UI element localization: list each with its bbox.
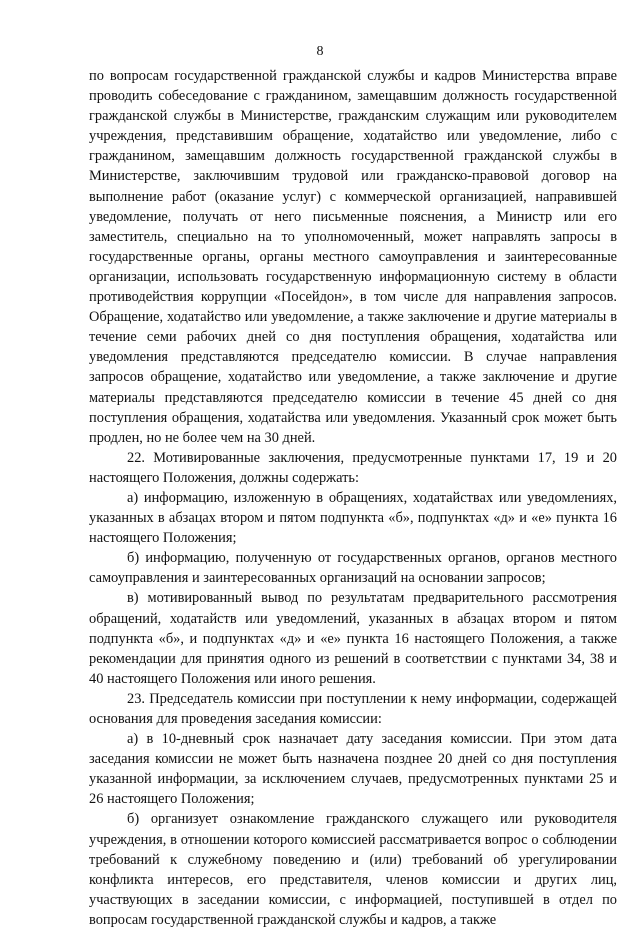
document-body	[89, 66, 617, 930]
paragraph-4: б) информацию, полученную от государственных органов, органов местного самоуправления и заинтересованных организаций на основании запросов;	[89, 550, 617, 587]
paragraph-3: а) информацию, изложенную в обращениях, ходатайствах или уведомлениях, указанных в абзацах втором и пятом подпункта «б», подпунктах «д» и «е» пункта 16 настоящего Положения;	[89, 489, 617, 547]
paragraph-6: 23. Председатель комиссии при поступлении к нему информации, содержащей основания для проведения заседания комиссии:	[89, 690, 617, 727]
paragraph-5: в) мотивированный вывод по результатам предварительного рассмотрения обращений, ходатайств или уведомлений, указанных в абзацах втором и пятом подпункта «б», и подпунктах «д» и «е» пункта 16 настоящего Положения, а также рекомендации для принятия одного из решений в соответствии с пунктами 34, 38 и 40 настоящего Положения или иного решения.	[89, 590, 617, 687]
paragraph-8: б) организует ознакомление гражданского служащего или руководителя учреждения, в отношении которого комиссией рассматривается вопрос о соблюдении требований к служебному поведению и (или) требований об урегулировании конфликта интересов, его представителя, членов комиссии и других лиц, участвующих в заседании комиссии, с информацией, поступившей в отдел по вопросам государственной гражданской службы и кадров, а также	[89, 811, 617, 928]
paragraph-2: 22. Мотивированные заключения, предусмотренные пунктами 17, 19 и 20 настоящего Положения, должны содержать:	[89, 449, 617, 486]
paragraph-1: по вопросам государственной гражданской службы и кадров Министерства вправе проводить собеседование с гражданином, замещавшим должность государственной гражданской службы в Министерстве, гражданским служащим или руководителем учреждения, представившим обращение, ходатайство или уведомление, либо с гражданином, замещавшим должность государственной гражданской службы в Министерстве, заключившим трудовой или гражданско-правовой договор на выполнение работ (оказание услуг) с коммерческой организацией, направившей уведомление, получать от него письменные пояснения, а Министр или его заместитель, специально на то уполномоченный, может направлять запросы в государственные органы, органы местного самоуправления и заинтересованные организации, использовать государственную информационную систему в области противодействия коррупции «Посейдон», в том числе для направления запросов. Обращение, ходатайство или уведомление, а также заключение и другие материалы в течение семи рабочих дней со дня поступления обращения, ходатайства или уведомления представляются председателю комиссии. В случае направления запросов обращение, ходатайство или уведомление, а также заключение и другие материалы представляются председателю комиссии в течение 45 дней со дня поступления обращения, ходатайства или уведомления. Указанный срок может быть продлен, но не более чем на 30 дней.	[89, 68, 617, 446]
page-number: 8	[316, 44, 324, 59]
paragraph-7: а) в 10-дневный срок назначает дату заседания комиссии. При этом дата заседания комиссии не может быть назначена позднее 20 дней со дня поступления указанной информации, за исключением случаев, предусмотренных пунктами 25 и 26 настоящего Положения;	[89, 731, 617, 808]
